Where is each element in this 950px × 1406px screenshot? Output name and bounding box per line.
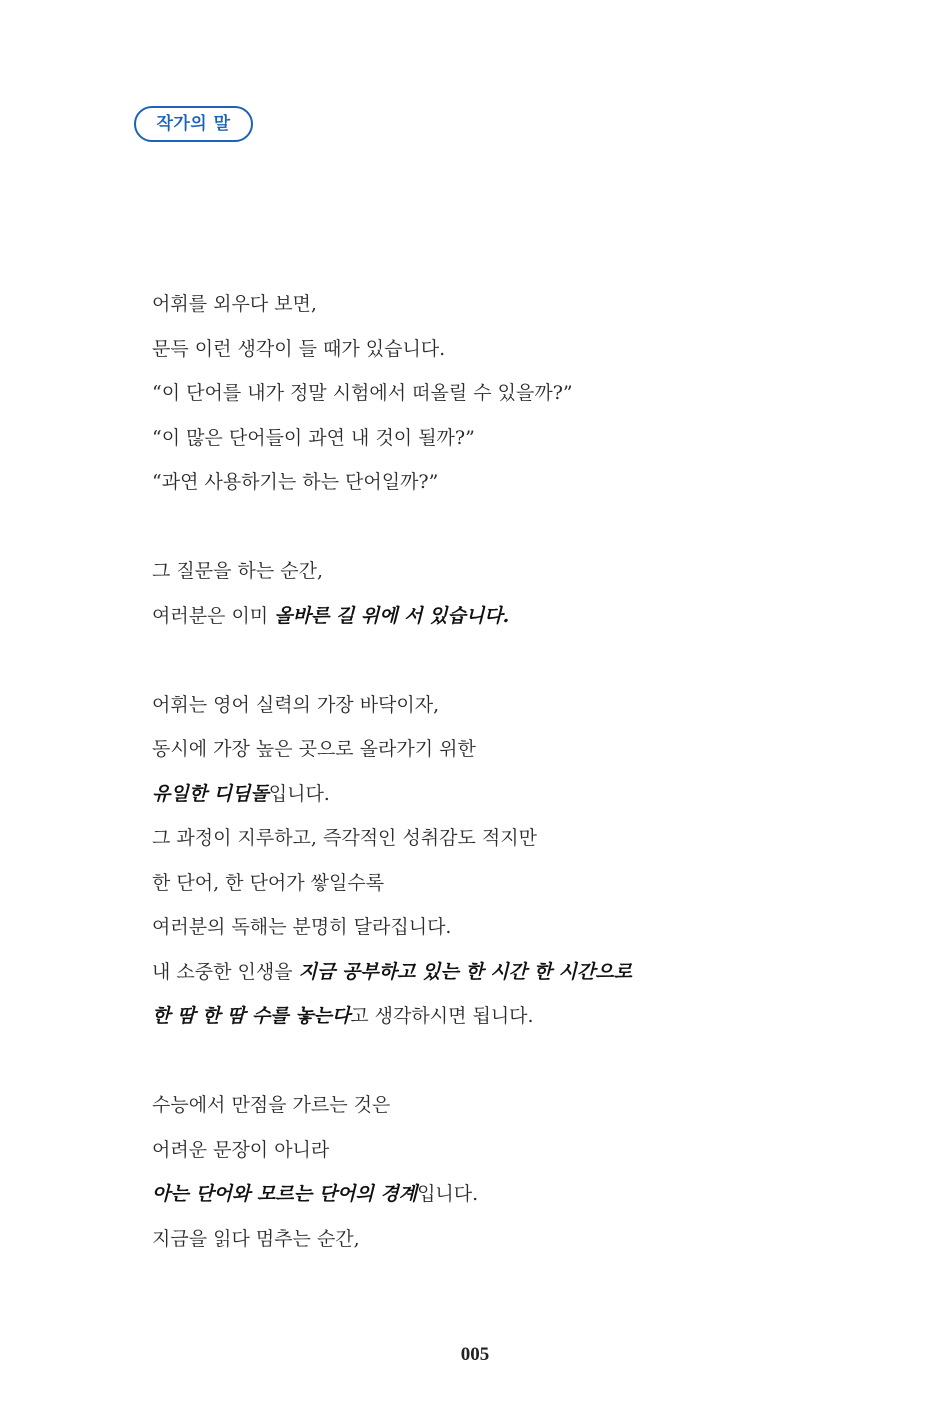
text-segment: 동시에 가장 높은 곳으로 올라가기 위한 (152, 738, 476, 760)
paragraph (152, 549, 792, 638)
paragraph (152, 1083, 792, 1261)
text-segment: 입니다. (268, 782, 330, 805)
text-segment: “과연 사용하기는 하는 단어일까?” (152, 471, 439, 493)
text-segment: 문득 이런 생각이 들 때가 있습니다. (152, 337, 446, 360)
section-badge: 작가의 말 (134, 106, 253, 142)
text-line (152, 549, 792, 594)
text-line (152, 683, 792, 728)
text-line (152, 1172, 792, 1217)
emphasized-text: 유일한 디딤돌 (152, 782, 269, 805)
text-line (152, 371, 792, 416)
emphasized-text: 아는 단어와 모르는 단어의 경계 (152, 1183, 418, 1205)
text-segment: 여러분은 이미 (152, 604, 275, 627)
text-segment: 입니다. (417, 1183, 479, 1205)
text-line (152, 416, 792, 461)
text-line (152, 994, 792, 1039)
page-number: 005 (460, 1344, 490, 1365)
text-segment: “이 단어를 내가 정말 시험에서 떠올릴 수 있을까?” (152, 382, 573, 404)
text-segment: 지금을 읽다 멈추는 순간, (152, 1227, 360, 1250)
emphasized-text: 지금 공부하고 있는 한 시간 한 시간으로 (298, 960, 632, 983)
text-line (152, 727, 792, 772)
text-segment: 어휘는 영어 실력의 가장 바닥이자, (152, 693, 440, 716)
text-line (152, 282, 792, 327)
text-line (152, 816, 792, 861)
text-segment: 수능에서 만점을 가르는 것은 (152, 1094, 391, 1116)
text-segment: 어휘를 외우다 보면, (152, 293, 317, 315)
text-segment: 내 소중한 인생을 (152, 960, 299, 983)
emphasized-text: 한 땀 한 땀 수를 놓는다 (152, 1005, 351, 1027)
text-line (152, 772, 792, 817)
text-line (152, 327, 792, 372)
text-line (152, 1083, 792, 1128)
text-line (152, 950, 792, 995)
paragraph (152, 683, 792, 1039)
paragraph-gap (152, 1039, 792, 1084)
text-line (152, 905, 792, 950)
text-line (152, 1217, 792, 1262)
paragraph-gap (152, 638, 792, 683)
text-segment: “이 많은 단어들이 과연 내 것이 될까?” (152, 426, 475, 449)
text-segment: 고 생각하시면 됩니다. (350, 1005, 534, 1027)
text-segment: 어려운 문장이 아니라 (152, 1138, 330, 1161)
text-line (152, 594, 792, 639)
text-segment: 그 질문을 하는 순간, (152, 560, 323, 582)
text-segment: 한 단어, 한 단어가 쌓일수록 (152, 871, 385, 894)
text-line (152, 460, 792, 505)
text-line (152, 1128, 792, 1173)
emphasized-text: 올바른 길 위에 서 있습니다. (274, 604, 510, 627)
paragraph-gap (152, 505, 792, 550)
body-text (152, 282, 792, 1261)
text-segment: 여러분의 독해는 분명히 달라집니다. (152, 916, 452, 938)
text-segment: 그 과정이 지루하고, 즉각적인 성취감도 적지만 (152, 827, 537, 849)
paragraph (152, 282, 792, 505)
text-line (152, 861, 792, 906)
